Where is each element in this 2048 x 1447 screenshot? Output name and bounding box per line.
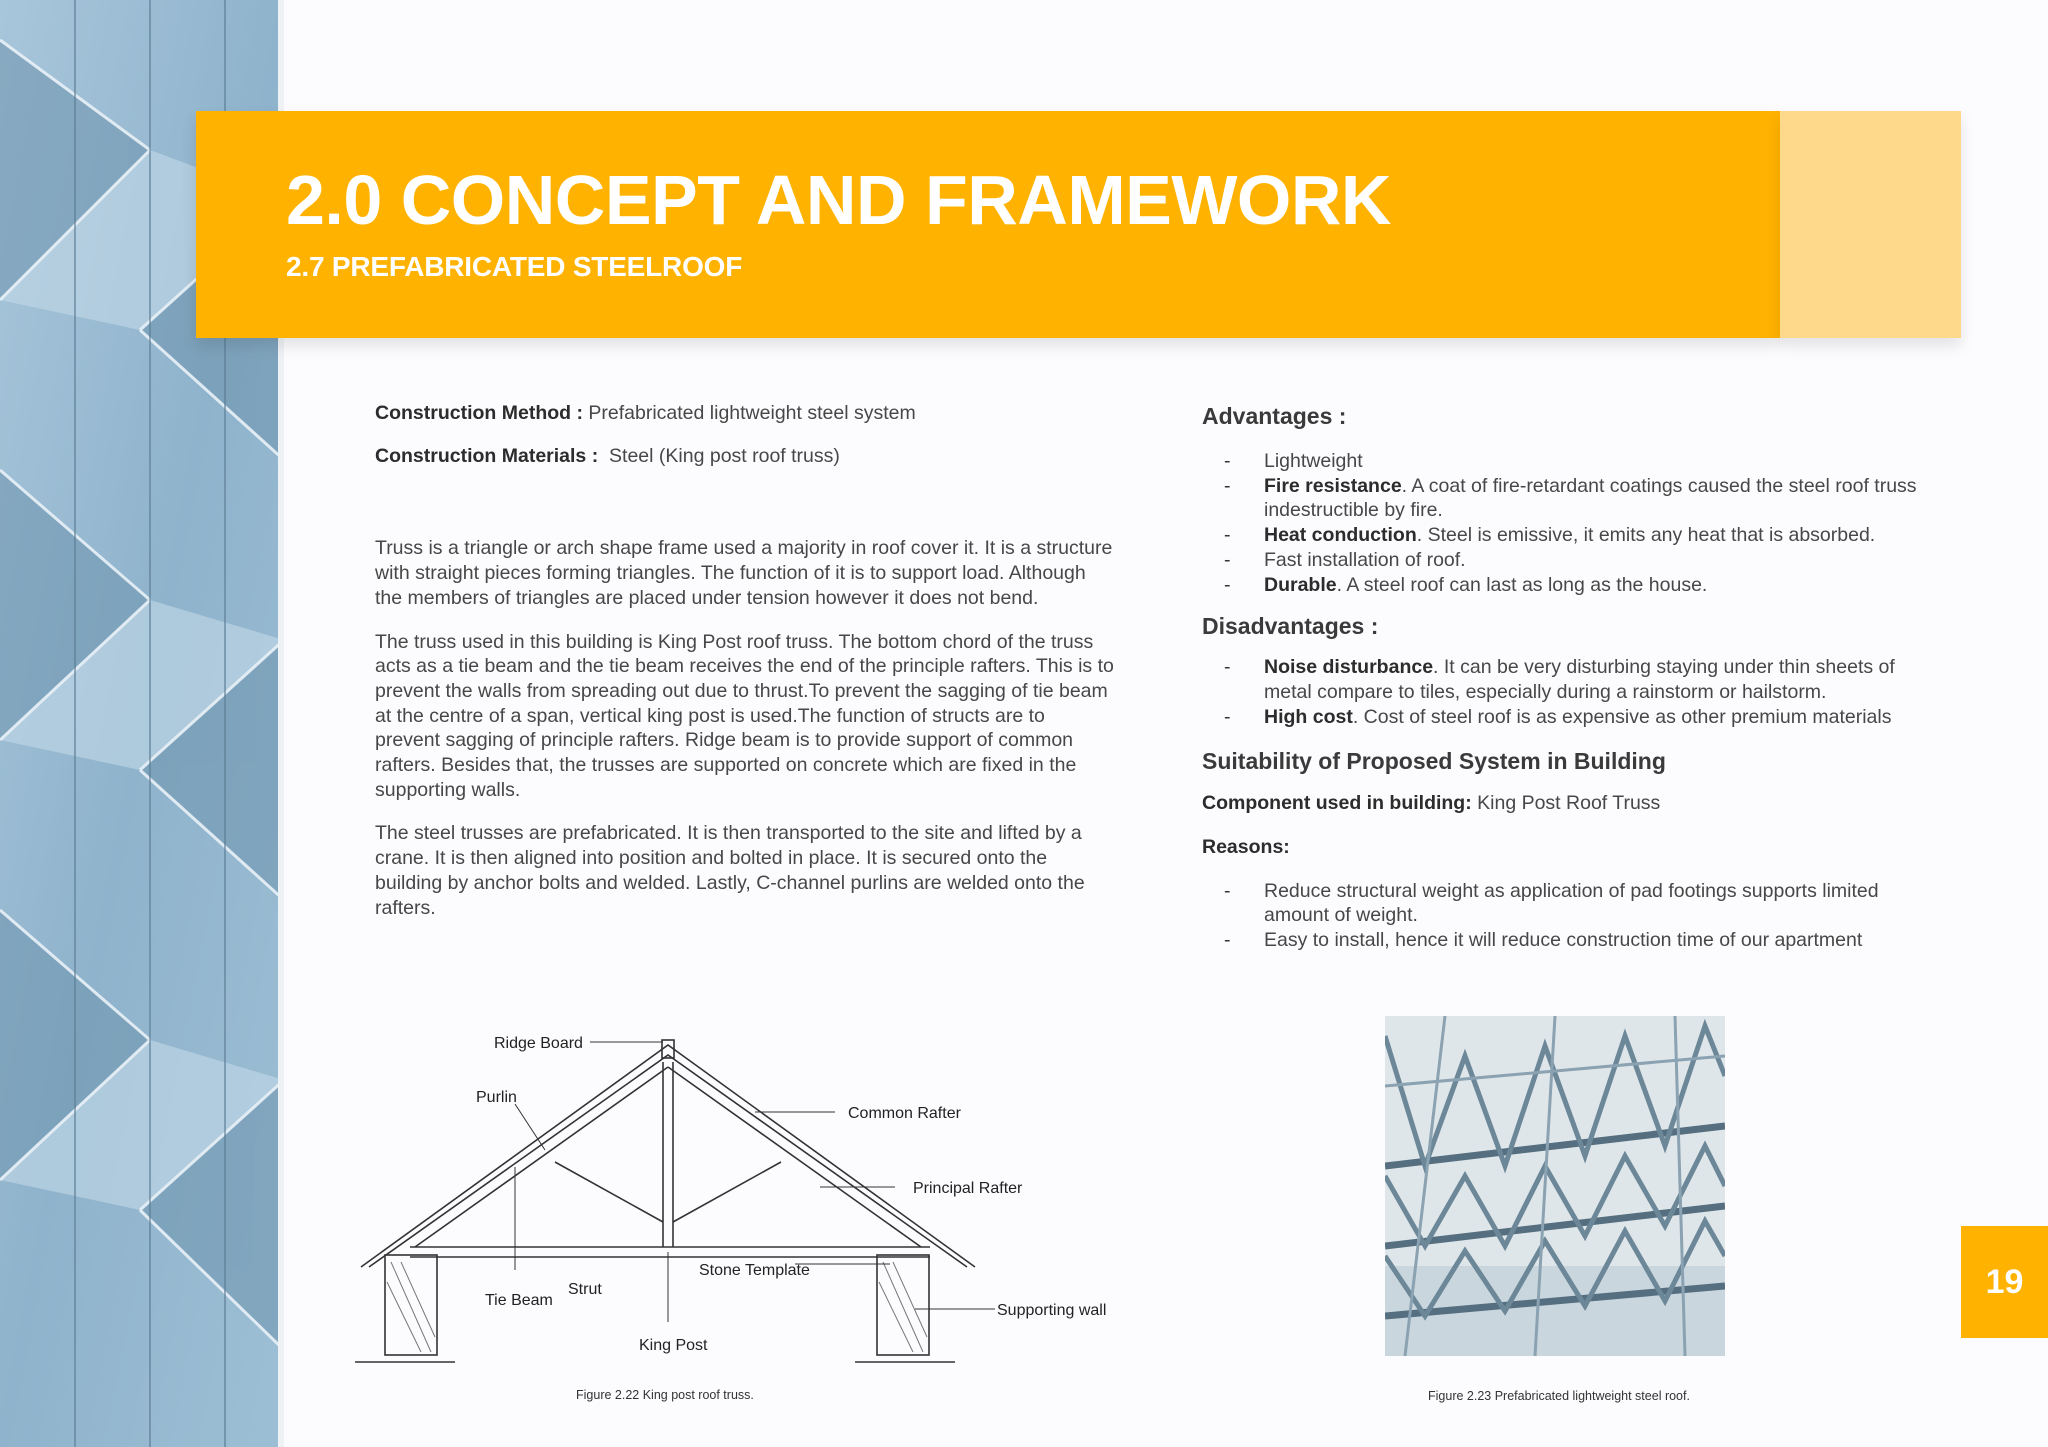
label-ridge-board: Ridge Board [494,1035,583,1052]
advantage-text: Fast installation of roof. [1264,548,1466,571]
label-supporting-wall: Supporting wall [997,1302,1107,1319]
label-stone-template: Stone Template [699,1262,810,1279]
paragraph-prefabrication: The steel trusses are prefabricated. It is then transported to the site and lifted by a crane. It is then aligned into position and bolted in place. It is secured onto the building by anchor bolts and welded. Lastly, C-channel purlins are welded onto the rafters. [375,822,1085,919]
construction-materials [375,444,1115,469]
list-item [1202,705,1922,730]
paragraph-truss-definition: Truss is a triangle or arch shape frame used a majority in roof cover it. It is a structure with straight pieces forming triangles. The function of it is to support load. Although the members of triangles are placed under tension however it does not bend. [375,537,1113,609]
figure2-caption: Figure 2.23 Prefabricated lightweight steel roof. [1428,1389,1690,1403]
label-strut: Strut [568,1281,602,1298]
reasons-label-text: Reasons: [1202,836,1290,859]
advantage-text: Lightweight [1264,450,1363,472]
suitability-heading: Suitability of Proposed System in Building [1202,748,1666,775]
label-purlin: Purlin [476,1089,517,1106]
list-item [1202,548,1922,573]
right-column [1202,401,1922,953]
steel-roof-photo [1385,1016,1725,1356]
list-item: - Easy to install, hence it will reduce construction time of our apartment [1202,928,1922,953]
left-column [375,401,1115,939]
component-value: King Post Roof Truss [1471,792,1661,815]
advantage-bold: Heat conduction [1264,524,1417,547]
list-item [1202,573,1922,598]
list-item [1202,655,1922,704]
list-item: - Reduce structural weight as application of pad footings supports limited amount of weight. [1202,879,1922,928]
header-banner-tab [1780,111,1961,338]
page-subtitle: 2.7 PREFABRICATED STEELROOF [286,251,743,282]
construction-method-value: Prefabricated lightweight steel system [582,402,916,424]
label-common-rafter: Common Rafter [848,1105,961,1122]
advantage-bold: Fire resistance [1264,474,1402,497]
label-tie-beam: Tie Beam [485,1292,553,1309]
advantage-text: . A coat of fire-retardant coatings caused the steel roof truss indestructible by fire. [1264,474,1917,522]
page-title: 2.0 CONCEPT AND FRAMEWORK [286,161,1391,239]
construction-method [375,401,1115,426]
figure1-caption: Figure 2.22 King post roof truss. [576,1388,754,1402]
advantages-list [1202,449,1922,597]
disadvantage-bold: Noise disturbance [1264,656,1434,679]
disadvantage-text: . It can be very disturbing staying under thin sheets of metal compare to tiles, especially during a rainstorm or hailstorm. [1264,656,1895,703]
construction-materials-label: Construction Materials : [375,444,599,467]
component-used [1202,791,1922,816]
page-number: 19 [1961,1226,2048,1338]
reasons-label [1202,835,1922,860]
king-post-truss-diagram [355,1022,1135,1367]
disadvantages-heading: Disadvantages : [1202,613,1379,640]
reasons-list [1202,879,1922,953]
component-label: Component used in building: [1202,792,1472,815]
paragraph-king-post: The truss used in this building is King Post roof truss. The bottom chord of the truss acts as a tie beam and the tie beam receives the end of the principle rafters. This is to prevent the walls from spreading out due to thrust.To prevent the sagging of tie beam at the centre of a span, vertical king post is used.The function of structs are to prevent sagging of principle rafters. Ridge beam is to provide support of common rafters. Besides that, the trusses are supported on concrete which are fixed in the supporting walls. [375,630,1114,801]
advantages-heading: Advantages : [1202,403,1347,429]
advantage-text: . Steel is emissive, it emits any heat that is absorbed. [1416,524,1876,547]
construction-method-label: Construction Method : [375,402,583,424]
label-king-post: King Post [639,1337,708,1354]
list-item [1202,449,1922,474]
construction-materials-value: Steel (King post roof truss) [598,444,840,467]
list-item [1202,474,1922,523]
list-item [1202,523,1922,548]
disadvantages-list [1202,655,1922,729]
disadvantage-text: . Cost of steel roof is as expensive as other premium materials [1352,705,1892,728]
label-principal-rafter: Principal Rafter [913,1180,1023,1197]
advantage-bold: Durable [1264,573,1337,596]
disadvantage-bold: High cost [1264,705,1353,728]
advantage-text: . A steel roof can last as long as the house. [1336,573,1708,596]
